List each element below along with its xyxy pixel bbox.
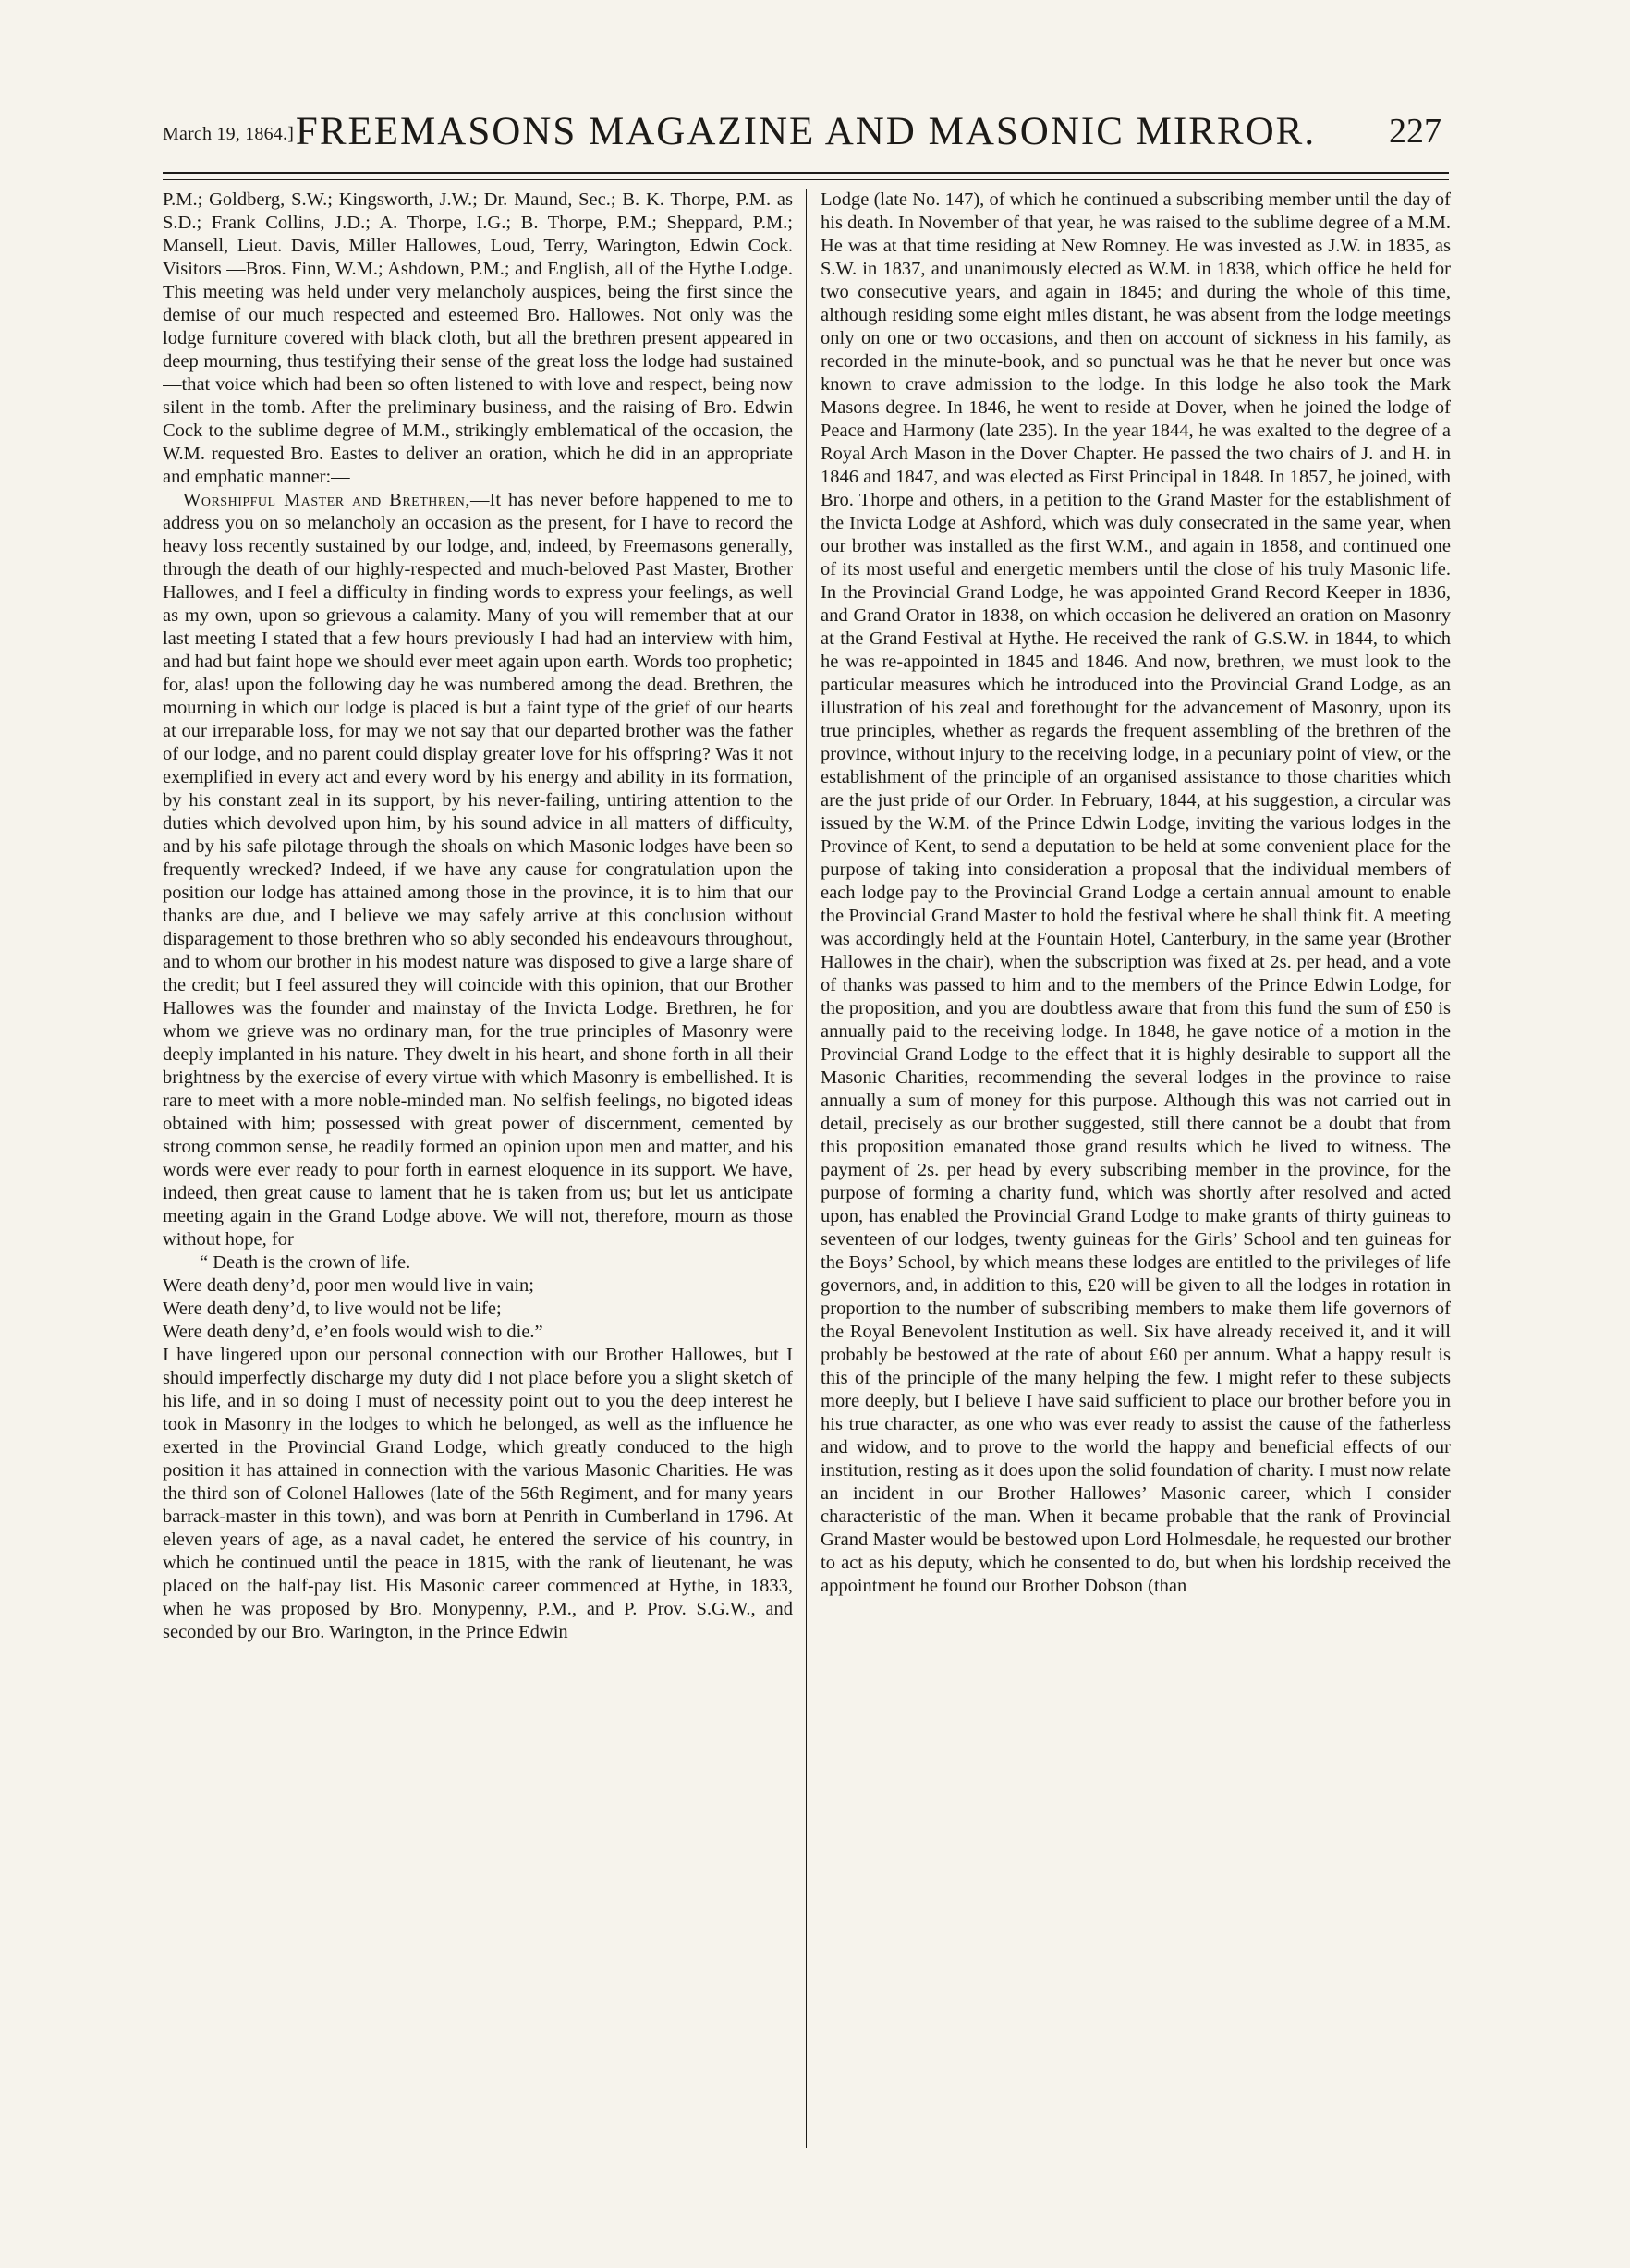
- verse-line: Were death deny’d, e’en fools would wish to die.”: [163, 1322, 543, 1342]
- paragraph: I have lingered upon our personal connection with our Brother Hallowes, but I should imperfectly discharge my duty did I not place before you a slight sketch of his life, and in so doing I must of necessity point out to you the deep interest he took in Masonry in the lodges to which he belonged, as well as the influence he exerted in the Provincial Grand Lodge, which greatly conduced to the high position it has attained in connection with the various Masonic Charities. He was the third son of Colonel Hallowes (late of the 56th Regiment, and for many years barrack-master in this town), and was born at Penrith in Cumberland in 1796. At eleven years of age, as a naval cadet, he entered the service of his country, in which he continued until the peace in 1815, with the rank of lieutenant, he was placed on the half-pay list. His Masonic career commenced at Hythe, in 1833, when he was proposed by Bro. Monypenny, P.M., and P. Prov. S.G.W., and seconded by our Bro. Warington, in the Prince Edwin: [163, 1345, 793, 1642]
- page-header: [163, 104, 1449, 155]
- verse-line: “ Death is the crown of life.: [200, 1252, 411, 1273]
- right-column: [821, 189, 1451, 2148]
- header-rule-thin: [163, 179, 1449, 180]
- verse-line: Were death deny’d, to live would not be life;: [163, 1299, 502, 1319]
- paragraph: [163, 489, 793, 1251]
- issue-date: March 19, 1864.]: [163, 124, 295, 144]
- publication-title: FREEMASONS MAGAZINE AND MASONIC MIRROR.: [295, 110, 1317, 153]
- verse-quote: [163, 1251, 793, 1344]
- header-rule-thick: [163, 172, 1449, 174]
- oration-text: —It has never before happened to me to address you on so melancholy an occasion as the present, for I have to record the heavy loss recently sustained by our lodge, and, indeed, by Freemasons generally, through the death of our highly-respected and much-beloved Past Master, Brother Hallowes, and I feel a difficulty in finding words to express your feelings, as well as my own, upon so grievous a calamity. Many of you will remember that at our last meeting I stated that a few hours previously I had had an interview with him, and had but faint hope we should ever meet again upon earth. Words too prophetic; for, alas! upon the following day he was numbered among the dead. Brethren, the mourning in which our lodge is placed is but a faint type of the grief of our hearts at our irreparable loss, for may we not say that our departed brother was the father of our lodge, and no parent could display greater love for his offspring? Was it not exemplified in every act and every word by his energy and ability in its formation, by his constant zeal in its support, by his never-failing, untiring attention to the duties which devolved upon him, by his sound advice in all matters of difficulty, and by his safe pilotage through the shoals on which Masonic lodges have been so frequently wrecked? Indeed, if we have any cause for congratulation upon the position our lodge has attained among those in the province, it is to him that our thanks are due, and I believe we may safely arrive at this conclusion without disparagement to those brethren who so ably seconded his endeavours throughout, and to whom our brother in his modest nature was disposed to give a large share of the credit; but I feel assured they will coincide with this opinion, that our Brother Hallowes was the founder and mainstay of the Invicta Lodge. Brethren, he for whom we grieve was no ordinary man, for the true principles of Masonry were deeply implanted in his nature. They dwelt in his heart, and shone forth in all their brightness by the exercise of every virtue with which Masonry is embellished. It is rare to meet with a more noble-minded man. No selfish feelings, no bigoted ideas obtained with him; possessed with great power of discernment, cemented by strong common sense, he readily formed an opinion upon men and matter, and his words were ever ready to pour forth in earnest eloquence in its support. We have, indeed, then great cause to lament that he is taken from us; but let us anticipate meeting again in the Grand Lodge above. We will not, therefore, mourn as those without hope, for: [163, 490, 793, 1250]
- paragraph: P.M.; Goldberg, S.W.; Kingsworth, J.W.; Dr. Maund, Sec.; B. K. Thorpe, P.M. as S.D.; Frank Collins, J.D.; A. Thorpe, I.G.; B. Thorpe, P.M.; Sheppard, P.M.; Mansell, Lieut. Davis, Miller Hallowes, Loud, Terry, Warington, Edwin Cock. Visitors —Bros. Finn, W.M.; Ashdown, P.M.; and English, all of the Hythe Lodge. This meeting was held under very melancholy auspices, being the first since the demise of our much respected and esteemed Bro. Hallowes. Not only was the lodge furniture covered with black cloth, but all the brethren present appeared in deep mourning, thus testifying their sense of the great loss the lodge had sustained—that voice which had been so often listened to with love and respect, being now silent in the tomb. After the preliminary business, and the raising of Bro. Edwin Cock to the sublime degree of M.M., strikingly emblematical of the occasion, the W.M. requested Bro. Eastes to deliver an oration, which he did in an appropriate and emphatic manner:—: [163, 189, 793, 487]
- verse-line: Were death deny’d, poor men would live in vain;: [163, 1275, 534, 1296]
- paragraph: Lodge (late No. 147), of which he continued a subscribing member until the day of his death. In November of that year, he was raised to the sublime degree of a M.M. He was at that time residing at New Romney. He was invested as J.W. in 1835, as S.W. in 1837, and unanimously elected as W.M. in 1838, which office he held for two consecutive years, and again in 1845; and during the whole of this time, although residing some eight miles distant, he was absent from the lodge meetings only on one or two occasions, and then on account of sickness in his family, as recorded in the minute-book, and so punctual was he that he never but once was known to crave admission to the lodge. In this lodge he also took the Mark Masons degree. In 1846, he went to reside at Dover, when he joined the lodge of Peace and Harmony (late 235). In the year 1844, he was exalted to the degree of a Royal Arch Mason in the Dover Chapter. He passed the two chairs of J. and H. in 1846 and 1847, and was elected as First Principal in 1848. In 1857, he joined, with Bro. Thorpe and others, in a petition to the Grand Master for the establishment of the Invicta Lodge at Ashford, which was duly consecrated in the same year, when our brother was installed as the first W.M., and again in 1858, and continued one of its most useful and energetic members until the close of his truly Masonic life. In the Provincial Grand Lodge, he was appointed Grand Record Keeper in 1836, and Grand Orator in 1838, on which occasion he delivered an oration on Masonry at the Grand Festival at Hythe. He received the rank of G.S.W. in 1844, to which he was re-appointed in 1845 and 1846. And now, brethren, we must look to the particular measures which he introduced into the Provincial Grand Lodge, as an illustration of his zeal and forethought for the advancement of Masonry, upon its true principles, whether as regards the frequent assembling of the brethren of the province, without injury to the receiving lodge, in a pecuniary point of view, or the establishment of the principle of an organised assistance to those charities which are the just pride of our Order. In February, 1844, at his suggestion, a circular was issued by the W.M. of the Prince Edwin Lodge, inviting the various lodges in the Province of Kent, to send a deputation to be held at some convenient place for the purpose of taking into consideration a proposal that the individual members of each lodge pay to the Provincial Grand Lodge a certain annual amount to enable the Provincial Grand Master to hold the festival where he shall think fit. A meeting was accordingly held at the Fountain Hotel, Canterbury, in the same year (Brother Hallowes in the chair), when the subscription was fixed at 2s. per head, and a vote of thanks was passed to him and to the members of the Prince Edwin Lodge, for the proposition, and you are doubtless aware that from this fund the sum of £50 is annually paid to the receiving lodge. In 1848, he gave notice of a motion in the Provincial Grand Lodge to the effect that it is highly desirable to support all the Masonic Charities, recommending the several lodges in the province to raise annually a sum of money for this purpose. Although this was not carried out in detail, precisely as our brother suggested, still there cannot be a doubt that from this proposition emanated those grand results which he lived to witness. The payment of 2s. per head by every subscribing member in the province, for the purpose of forming a charity fund, which was shortly after resolved and acted upon, has enabled the Provincial Grand Lodge to make grants of thirty guineas to seventeen of our lodges, twenty guineas for the Girls’ School and ten guineas for the Boys’ School, by which means these lodges are entitled to the privileges of life governors, and, in addition to this, £20 will be given to all the lodges in rotation in proportion to the number of subscribing members to make them life governors of the Royal Benevolent Institution as well. Six have already received it, and it will probably be bestowed at the rate of about £60 per annum. What a happy result is this of the principle of the many helping the few. I might refer to these subjects more deeply, but I believe I have said sufficient to place our brother before you in his true character, as one who was ever ready to assist the cause of the fatherless and widow, and to prove to the world the happy and beneficial effects of our institution, resting as it does upon the solid foundation of charity. I must now relate an incident in our Brother Hallowes’ Masonic career, which I consider characteristic of the man. When it became probable that the rank of Provincial Grand Master would be bestowed upon Lord Holmesdale, he requested our brother to act as his deputy, which he consented to do, but when his lordship received the appointment he found our Brother Dobson (than: [821, 189, 1451, 1596]
- left-column: [163, 189, 793, 2148]
- page-number: 227: [1389, 112, 1441, 151]
- column-divider: [806, 189, 807, 2148]
- salutation: Worshipful Master and Brethren,: [183, 490, 471, 510]
